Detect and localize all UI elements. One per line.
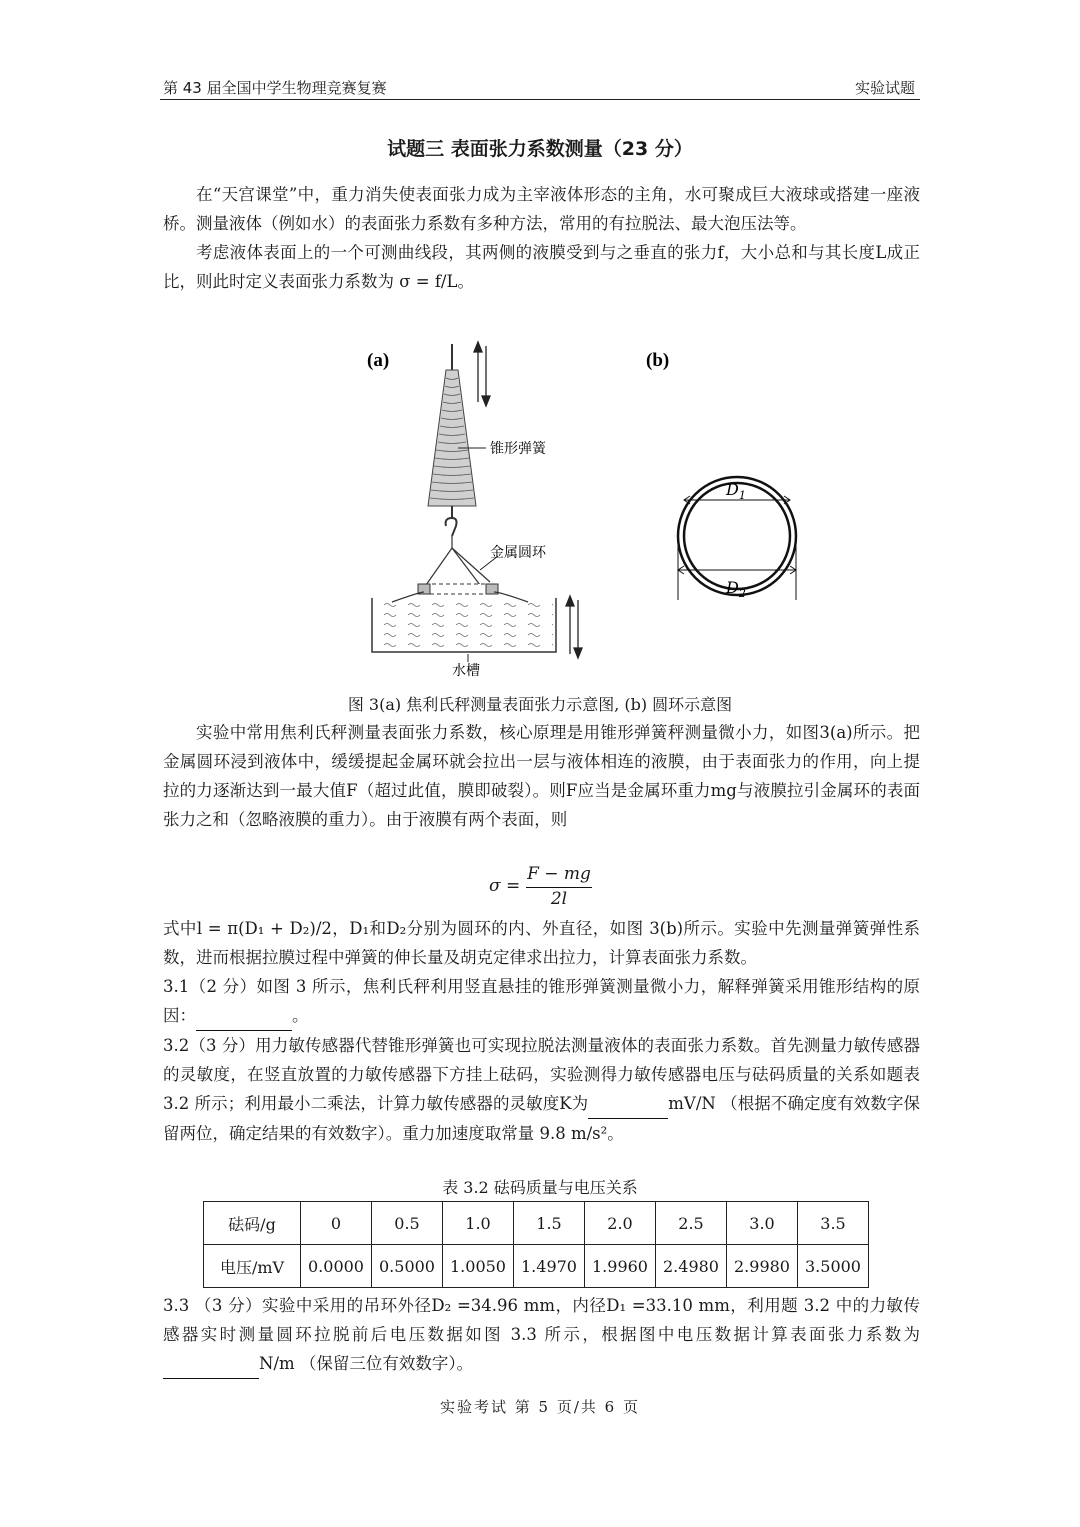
table-cell: 0.5 (372, 1202, 443, 1245)
question-3-2 (163, 1031, 920, 1148)
table-cell: 1.0050 (443, 1245, 514, 1288)
question-3-1-text: 3.1（2 分）如图 3 所示，焦利氏秤利用竖直悬挂的锥形弹簧测量微小力，解释弹簧采用锥形结构的原因： (163, 977, 920, 1025)
d1-label: $D_1$ (726, 480, 746, 502)
table-cell: 0 (301, 1202, 372, 1245)
question-3-3-end: N/m （保留三位有效数字）。 (259, 1354, 474, 1373)
ring-hanger (426, 536, 490, 585)
question-3-2-end: mV/N （根据不确定度有效数字保留两位，确定结果的有效数字）。重力加速度取常量 9.8 m/s²。 (163, 1094, 921, 1143)
figure-caption: 图 3(a) 焦利氏秤测量表面张力示意图, (b) 圆环示意图 (347, 695, 733, 714)
tank-label: 水槽 (452, 663, 480, 679)
lift-arrows-top (474, 342, 490, 406)
figure-3 (0, 330, 1080, 690)
spring-label: 锥形弹簧 (490, 441, 546, 457)
figure-label-b: (b) (646, 350, 670, 371)
table-cell: 1.0 (443, 1202, 514, 1245)
formula-bar (526, 887, 592, 888)
header-exam-title: 第 43 届全国中学生物理竞赛复赛 (163, 79, 387, 97)
question-3-3 (163, 1291, 920, 1379)
body-paragraph-principle: 实验中常用焦利氏秤测量表面张力系数，核心原理是用锥形弹簧秤测量微小力，如图3(a)所示。把金属圆环浸到液体中，缓缓提起金属环就会拉出一层与液体相连的液膜，由于表面张力的作用，向上提拉的力逐渐达到一最大值F（超过此值，膜即破裂）。则F应当是金属环重力mg与液膜拉引金属环的表面张力之和（忽略液膜的重力）。由于液膜有两个表面，则 (163, 723, 920, 829)
question-3-2-text: 3.2（3 分）用力敏传感器代替锥形弹簧也可实现拉脱法测量液体的表面张力系数。首先测量力敏传感器的灵敏度，在竖直放置的力敏传感器下方挂上砝码，实验测得力敏传感器电压与砝码质量的关系如题表 3.2 所示；利用最小二乘法，计算力敏传感器的灵敏度K为 (163, 1036, 920, 1113)
water-tank (372, 598, 556, 652)
table-cell: 2.5 (656, 1202, 727, 1245)
table-cell: 1.4970 (514, 1245, 585, 1288)
question-3-1 (163, 972, 920, 1031)
table-cell: 3.0 (727, 1202, 798, 1245)
intro-paragraph-2: 考虑液体表面上的一个可测曲线段，其两侧的液膜受到与之垂直的张力f，大小总和与其长度L成正比，则此时定义表面张力系数为 σ = f/L。 (163, 243, 920, 291)
table-cell: 0.5000 (372, 1245, 443, 1288)
table-cell: 1.5 (514, 1202, 585, 1245)
figure-label-a: (a) (367, 350, 390, 371)
answer-blank-3-3[interactable] (163, 1349, 259, 1379)
question-3-3-text: 3.3 （3 分）实验中采用的吊环外径D₂ =34.96 mm，内径D₁ =33.10 mm，利用题 3.2 中的力敏传感器实时测量圆环拉脱前后电压数据如图 3.3 所示，根据图中电压数据计算表面张力系数为 (163, 1296, 920, 1344)
table-cell: 2.4980 (656, 1245, 727, 1288)
header-section: 实验试题 (855, 79, 916, 97)
intro-text (163, 180, 920, 296)
intro-paragraph-1: 在“天宫课堂”中，重力消失使表面张力成为主宰液体形态的主角，水可聚成巨大液球或搭建一座液桥。测量液体（例如水）的表面张力系数有多种方法，常用的有拉脱法、最大泡压法等。 (163, 185, 920, 233)
d2-label: $D_2$ (726, 578, 746, 600)
table-cell: 3.5000 (798, 1245, 869, 1288)
table-cell: 1.9960 (585, 1245, 656, 1288)
table-cell: 0.0000 (301, 1245, 372, 1288)
metal-ring (418, 584, 498, 594)
body-text-2 (163, 914, 920, 1148)
figure-3-drawing (0, 330, 1080, 690)
table-cell: 3.5 (798, 1202, 869, 1245)
body-paragraph-definition: 式中l = π(D₁ + D₂)/2，D₁和D₂分别为圆环的内、外直径，如图 3(b)所示。实验中先测量弹簧弹性系数，进而根据拉膜过程中弹簧的伸长量及胡克定律求出拉力，计算表面张力系数。 (163, 919, 920, 967)
table-cell: 2.9980 (727, 1245, 798, 1288)
table-row (204, 1202, 869, 1245)
formula-numerator: F − mg (527, 864, 591, 884)
answer-blank-3-2[interactable] (588, 1089, 668, 1119)
table-cell: 2.0 (585, 1202, 656, 1245)
table-caption: 表 3.2 砝码质量与电压关系 (442, 1178, 638, 1197)
cone-spring (428, 344, 476, 536)
table-header-mass: 砝码/g (204, 1202, 301, 1245)
table-row (204, 1245, 869, 1288)
body-text-1 (163, 718, 920, 834)
header-rule (160, 99, 920, 100)
problem-title: 试题三 表面张力系数测量（23 分） (387, 138, 693, 160)
table-header-voltage: 电压/mV (204, 1245, 301, 1288)
page-footer: 实验考试 第 5 页/共 6 页 (440, 1398, 640, 1416)
body-text-3 (163, 1291, 920, 1379)
lift-arrows-bottom (566, 596, 582, 658)
question-3-1-end: 。 (292, 1006, 309, 1025)
mass-voltage-table (203, 1201, 869, 1288)
formula-lhs: σ = (489, 876, 521, 896)
formula-denominator: 2l (550, 889, 568, 909)
answer-blank-3-1[interactable] (196, 1001, 292, 1031)
surface-tension-formula (0, 862, 1080, 912)
ring-label: 金属圆环 (490, 545, 546, 561)
